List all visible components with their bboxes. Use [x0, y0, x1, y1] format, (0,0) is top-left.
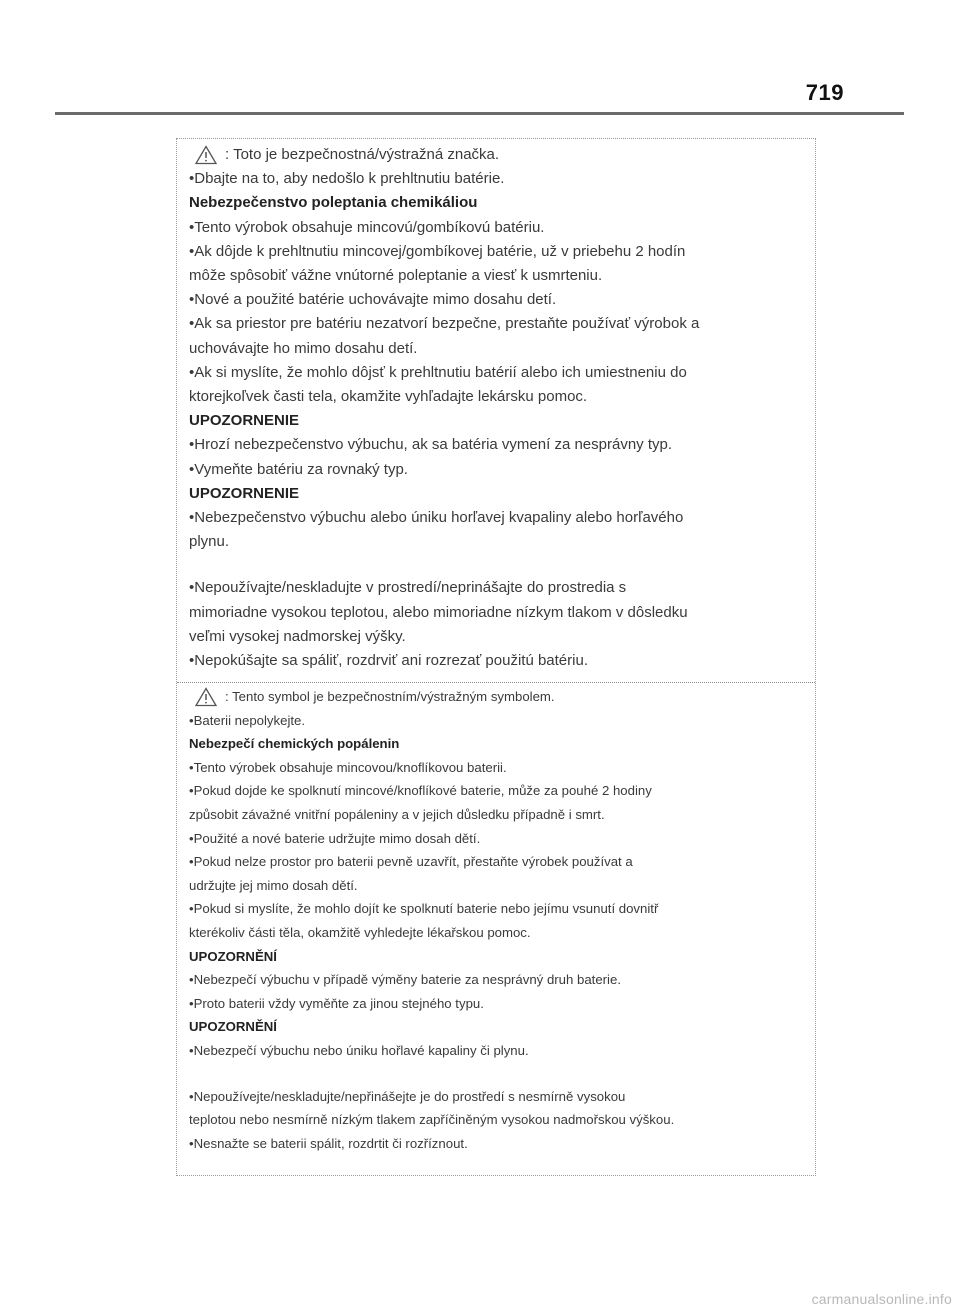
page-number: 719 — [805, 80, 844, 105]
text-line: •Ak sa priestor pre batériu nezatvorí bezpečne, prestaňte používať výrobok a — [189, 315, 700, 333]
czech-lines — [189, 709, 803, 1156]
warning-box — [176, 138, 816, 1176]
section-heading: UPOZORNENIE — [189, 412, 300, 430]
header-rule — [55, 112, 904, 115]
slovak-lines — [189, 167, 803, 673]
text-line: •Nebezpečenstvo výbuchu alebo úniku horľavej kvapaliny alebo horľavého — [189, 509, 684, 527]
text-line: •Použité a nové baterie udržujte mimo dosah dětí. — [189, 830, 481, 846]
text-line: udržujte jej mimo dosah dětí. — [189, 877, 358, 893]
text-line: •Proto baterii vždy vyměňte za jinou stejného typu. — [189, 995, 484, 1011]
text-line: uchovávajte ho mimo dosahu detí. — [189, 339, 418, 357]
text-line: •Nesnažte se baterii spálit, rozdrtit či rozříznout. — [189, 1135, 468, 1151]
text-line: •Ak si myslíte, že mohlo dôjsť k prehltnutiu batérií alebo ich umiestneniu do — [189, 363, 687, 381]
section-heading: Nebezpečí chemických popálenin — [189, 736, 400, 752]
text-line: •Nové a použité batérie uchovávajte mimo dosahu detí. — [189, 291, 557, 309]
text-line: •Nepoužívajte/neskladujte v prostredí/neprinášajte do prostredia s — [189, 579, 627, 597]
text-line: •Hrozí nebezpečenstvo výbuchu, ak sa batéria vymení za nesprávny typ. — [189, 436, 673, 454]
text-line: •Tento výrobek obsahuje mincovou/knoflíkovou baterii. — [189, 759, 507, 775]
warning-symbol-row — [189, 143, 803, 167]
text-line: kterékoliv části těla, okamžitě vyhledejte lékařskou pomoc. — [189, 924, 531, 940]
section-heading: UPOZORNĚNÍ — [189, 948, 277, 964]
text-line: veľmi vysokej nadmorskej výšky. — [189, 627, 406, 645]
watermark: carmanualsonline.info — [811, 1291, 952, 1307]
section-heading: UPOZORNĚNÍ — [189, 1019, 277, 1035]
warning-symbol-text: : Toto je bezpečnostná/výstražná značka. — [225, 146, 500, 163]
text-line: •Pokud si myslíte, že mohlo dojít ke spolknutí baterie nebo jejímu vsunutí dovnitř — [189, 901, 659, 917]
warning-triangle-icon — [195, 687, 217, 707]
section-heading: UPOZORNENIE — [189, 484, 300, 502]
text-line: •Nebezpečí výbuchu v případě výměny baterie za nesprávný druh baterie. — [189, 972, 621, 988]
text-line: •Pokud dojde ke spolknutí mincové/knoflíkové baterie, může za pouhé 2 hodiny — [189, 783, 652, 799]
text-line: plynu. — [189, 533, 230, 551]
text-line: •Ak dôjde k prehltnutiu mincovej/gombíkovej batérie, už v priebehu 2 hodín — [189, 242, 686, 260]
text-line: •Nebezpečí výbuchu nebo úniku hořlavé kapaliny či plynu. — [189, 1042, 529, 1058]
text-line: •Nepokúšajte sa spáliť, rozdrviť ani rozrezať použitú batériu. — [189, 652, 588, 670]
paragraph-gap — [189, 1063, 803, 1085]
paragraph-gap — [189, 554, 803, 576]
text-line: teplotou nebo nesmírně nízkým tlakem zapříčiněným vysokou nadmořskou výškou. — [189, 1112, 675, 1128]
text-line: •Baterii nepolykejte. — [189, 712, 306, 728]
text-line: způsobit závažné vnitřní popáleniny a v jejich důsledku případně i smrt. — [189, 806, 605, 822]
text-line: •Tento výrobok obsahuje mincovú/gombíkovú batériu. — [189, 218, 545, 236]
warning-symbol-row — [189, 685, 803, 709]
text-line: môže spôsobiť vážne vnútorné poleptanie a viesť k usmrteniu. — [189, 267, 603, 285]
section-heading: Nebezpečenstvo poleptania chemikáliou — [189, 194, 478, 212]
warning-triangle-icon — [195, 145, 217, 165]
slovak-warning-section — [177, 139, 815, 682]
text-line: •Pokud nelze prostor pro baterii pevně uzavřít, přestaňte výrobek používat a — [189, 854, 633, 870]
text-line: ktorejkoľvek časti tela, okamžite vyhľadajte lekársku pomoc. — [189, 388, 588, 406]
text-line: mimoriadne vysokou teplotou, alebo mimoriadne nízkym tlakom v dôsledku — [189, 603, 688, 621]
czech-warning-section — [177, 683, 815, 1175]
text-line: •Dbajte na to, aby nedošlo k prehltnutiu batérie. — [189, 170, 505, 188]
text-line: •Vymeňte batériu za rovnaký typ. — [189, 460, 408, 478]
warning-symbol-text: : Tento symbol je bezpečnostním/výstražným symbolem. — [225, 689, 555, 704]
text-line: •Nepoužívejte/neskladujte/nepřinášejte je do prostředí s nesmírně vysokou — [189, 1088, 626, 1104]
